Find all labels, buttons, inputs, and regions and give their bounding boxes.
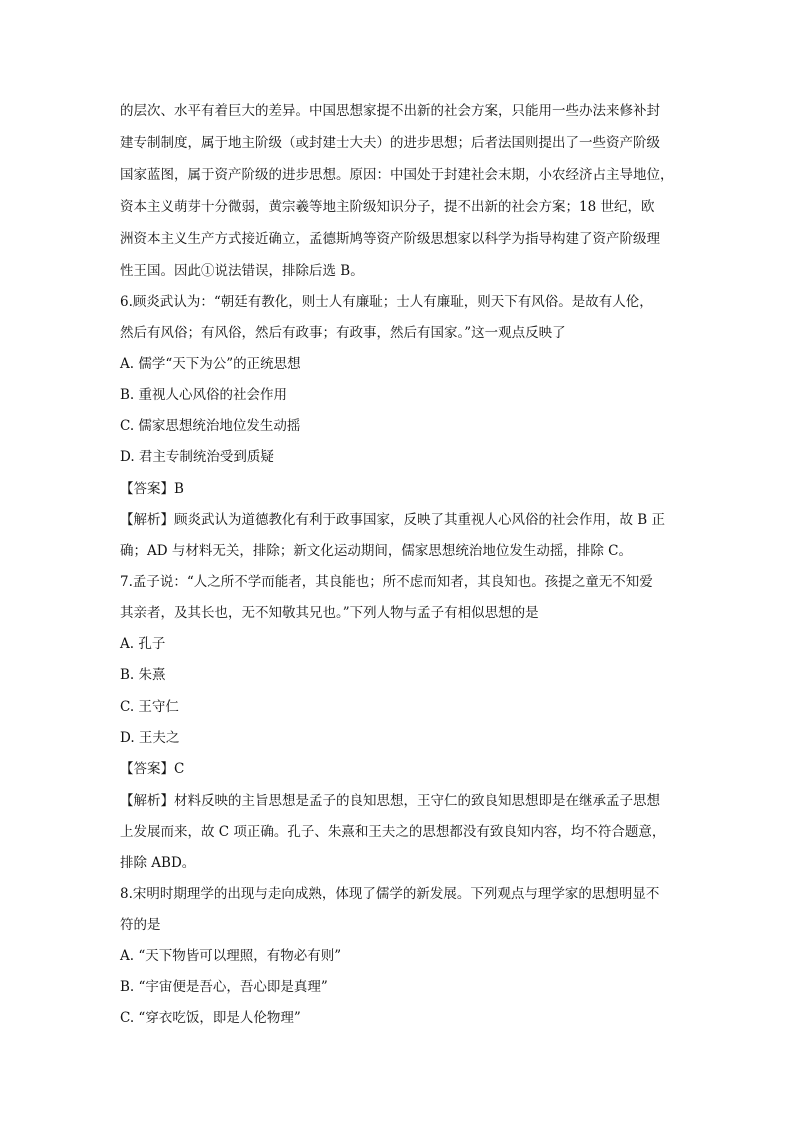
q6-stem-line: 6.顾炎武认为：“朝廷有教化，则士人有廉耻；士人有廉耻，则天下有风俗。是故有人伦， — [120, 294, 653, 310]
q6-option-d: D. 君主专制统治受到质疑 — [120, 449, 274, 465]
intro-line: 建专制制度，属于地主阶级（或封建士大夫）的进步思想；后者法国则提出了一些资产阶级 — [120, 135, 660, 151]
q6-option-a: A. 儒学“天下为公”的正统思想 — [120, 356, 301, 372]
q7-analysis-line: 排除 ABD。 — [120, 855, 196, 871]
q6-stem-line: 然后有风俗；有风俗，然后有政事；有政事，然后有国家。”这一观点反映了 — [120, 325, 566, 341]
q7-stem-line: 7.孟子说：“人之所不学而能者，其良能也；所不虑而知者，其良知也。孩提之童无不知爱 — [120, 574, 653, 590]
q7-answer: 【答案】C — [120, 761, 185, 777]
q8-option-c: C. “穿衣吃饭，即是人伦物理” — [120, 1010, 301, 1026]
q7-stem-line: 其亲者，及其长也，无不知敬其兄也。”下列人物与孟子有相似思想的是 — [120, 605, 539, 621]
q6-option-b: B. 重视人心风俗的社会作用 — [120, 387, 288, 403]
q7-option-c: C. 王守仁 — [120, 699, 179, 715]
intro-line: 的层次、水平有着巨大的差异。中国思想家提不出新的社会方案，只能用一些办法来修补封 — [120, 103, 660, 119]
intro-line: 洲资本主义生产方式接近确立，孟德斯鸠等资产阶级思想家以科学为指导构建了资产阶级理 — [120, 231, 660, 247]
intro-line: 性王国。因此①说法错误，排除后选 B。 — [120, 263, 364, 279]
q6-analysis-line: 确；AD 与材料无关，排除；新文化运动期间，儒家思想统治地位发生动摇，排除 C。 — [120, 543, 632, 559]
intro-line: 国家蓝图，属于资产阶级的进步思想。原因：中国处于封建社会末期，小农经济占主导地位， — [120, 167, 674, 183]
q8-stem-line: 符的是 — [120, 917, 161, 933]
q7-analysis-line: 上发展而来，故 C 项正确。孔子、朱熹和王夫之的思想都没有致良知内容，均不符合题意， — [120, 824, 666, 840]
q8-option-a: A. “天下物皆可以理照，有物必有则” — [120, 948, 342, 964]
q8-option-b: B. “宇宙便是吾心，吾心即是真理” — [120, 979, 328, 995]
q7-option-a: A. 孔子 — [120, 636, 166, 652]
q6-answer: 【答案】B — [120, 481, 184, 497]
q7-analysis-line: 【解析】材料反映的主旨思想是孟子的良知思想，王守仁的致良知思想即是在继承孟子思想 — [120, 793, 660, 809]
q6-option-c: C. 儒家思想统治地位发生动摇 — [120, 418, 301, 434]
q8-stem-line: 8.宋明时期理学的出现与走向成熟，体现了儒学的新发展。下列观点与理学家的思想明显不 — [120, 886, 660, 902]
q6-analysis-line: 【解析】顾炎武认为道德教化有利于政事国家，反映了其重视人心风俗的社会作用，故 B 正 — [120, 512, 666, 528]
intro-line: 资本主义萌芽十分微弱，黄宗羲等地主阶级知识分子，提不出新的社会方案；18 世纪，欧 — [120, 199, 655, 215]
q7-option-d: D. 王夫之 — [120, 730, 180, 746]
q7-option-b: B. 朱熹 — [120, 667, 166, 683]
